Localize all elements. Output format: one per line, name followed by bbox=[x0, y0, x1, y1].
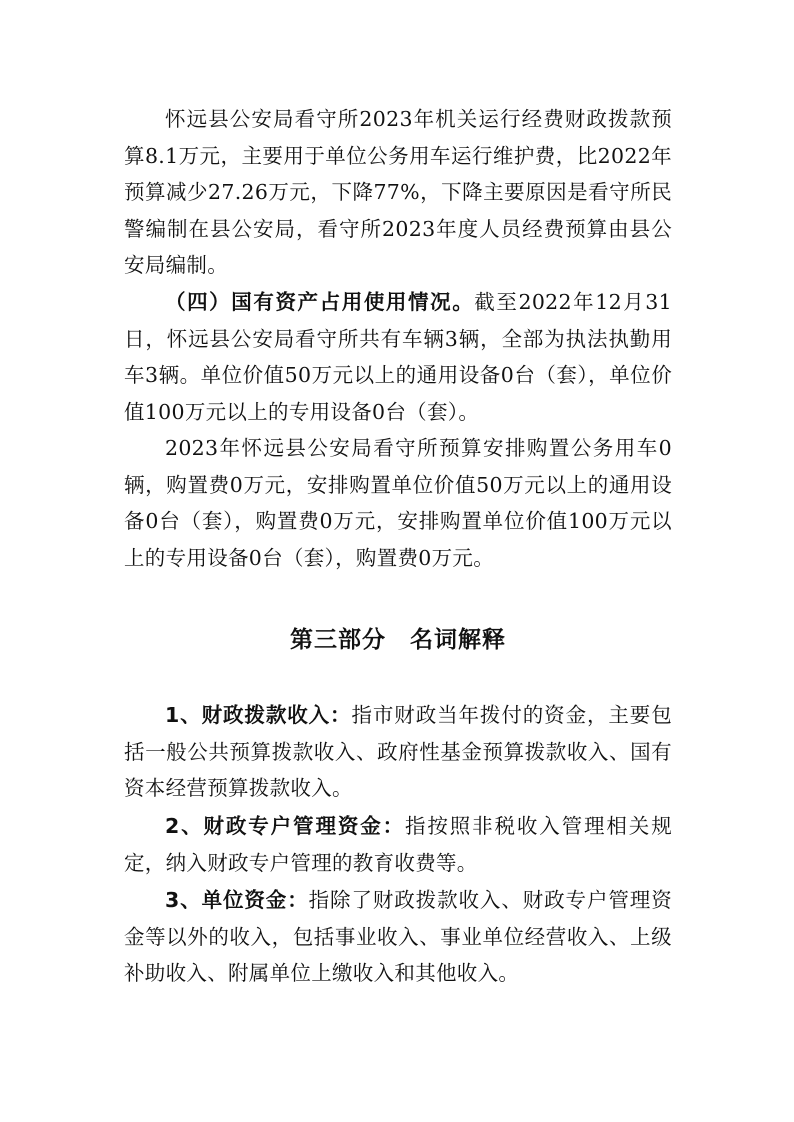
definition-item bbox=[124, 697, 672, 807]
definition-term: 3、单位资金： bbox=[165, 888, 309, 912]
definition-text: 指按照非税收入管理相关规定，纳入财政专户管理的教育收费等。 bbox=[124, 814, 672, 875]
definition-item bbox=[124, 808, 672, 881]
section-heading: 第三部分 名词解释 bbox=[290, 627, 506, 653]
paragraph-operating-expenses bbox=[124, 101, 672, 284]
paragraph-state-assets bbox=[124, 284, 672, 430]
definition-term: 1、财政拨款收入： bbox=[165, 703, 352, 727]
paragraph-text: 截至2022年12月31日，怀远县公安局看守所共有车辆3辆，全部为执法执勤用车3辆。单位价值50万元以上的通用设备0台（套），单位价值100万元以上的专用设备0台（套）。 bbox=[124, 290, 672, 424]
definition-text: 指市财政当年拨付的资金，主要包括一般公共预算拨款收入、政府性基金预算拨款收入、国有资本经营预算拨款收入。 bbox=[124, 703, 673, 800]
paragraph-text: 怀远县公安局看守所2023年机关运行经费财政拨款预算8.1万元，主要用于单位公务用车运行维护费，比2022年预算减少27.26万元，下降77%，下降主要原因是看守所民警编制在县公安局，看守所2023年度人员经费预算由县公安局编制。 bbox=[124, 107, 672, 277]
paragraph-lead-heading: （四）国有资产占用使用情况。 bbox=[165, 290, 475, 314]
definition-text: 指除了财政拨款收入、财政专户管理资金等以外的收入，包括事业收入、事业单位经营收入、上级补助收入、附属单位上缴收入和其他收入。 bbox=[124, 888, 672, 985]
definition-term: 2、财政专户管理资金： bbox=[165, 814, 405, 838]
paragraph-text: 2023年怀远县公安局看守所预算安排购置公务用车0辆，购置费0万元，安排购置单位价值50万元以上的通用设备0台（套），购置费0万元，安排购置单位价值100万元以上的专用设备0台（套），购置费0万元。 bbox=[124, 436, 672, 570]
paragraph-vehicle-purchase bbox=[124, 430, 672, 576]
definition-item bbox=[124, 882, 672, 992]
